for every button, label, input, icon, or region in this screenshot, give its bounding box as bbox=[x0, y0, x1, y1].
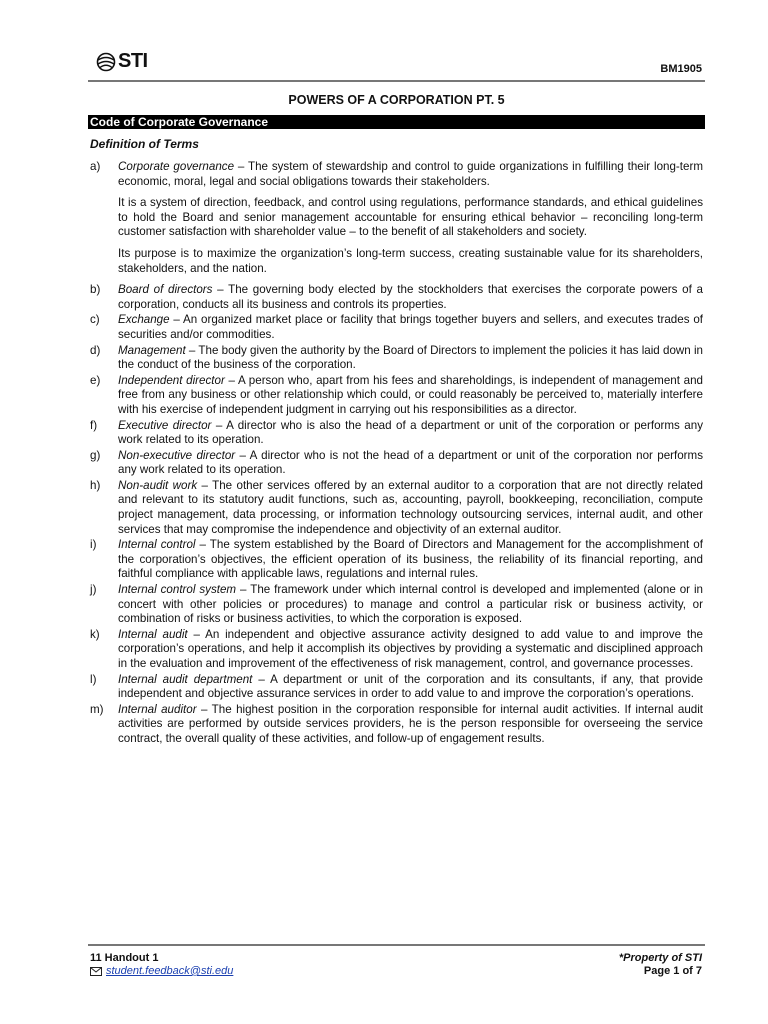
definition: – The other services offered by an external auditor to a corporation that are not directly related and relevant to its statutory audit functions, such as, accounting, payroll, bookkeeping, reconciliation, compute project management, data processing, or information technology outsourcing services, internal audit, and other services that may compromise the independence and objectivity of an external auditor. bbox=[118, 478, 703, 536]
definition: – The body given the authority by the Board of Directors to implement the policies it has laid down in the conduct of the business of the corporation. bbox=[118, 343, 703, 372]
footer-right bbox=[619, 952, 702, 978]
handout-label: 11 Handout 1 bbox=[90, 952, 159, 964]
definition: – The system of stewardship and control to guide organizations in fulfilling their long-term economic, moral, legal and social obligations towards their stakeholders. bbox=[118, 160, 703, 188]
definition: – The framework under which internal control is developed and implemented (alone or in concert with other policies or procedures) to manage and control a particular risk or business activity, or combination of risks or business activities, to which the corporation is exposed. bbox=[118, 583, 703, 626]
definition: – A director who is not the head of a department or unit of the corporation nor performs any work related to its operation. bbox=[118, 448, 703, 477]
sti-globe-icon bbox=[96, 52, 116, 72]
paragraph: It is a system of direction, feedback, and control using regulations, performance standards, and ethical guidelines to hold the Board and senior management accountable for ensuring ethical behavior – reconciling long-term customer satisfaction with shareholder value – to the benefit of all stakeholders and society. bbox=[118, 196, 703, 239]
list-item bbox=[90, 449, 703, 478]
document-code: BM1905 bbox=[660, 63, 702, 75]
definition: – An independent and objective assurance activity designed to add value to and improve the corporation’s operations, and help it accomplish its objectives by providing a systematic and disciplined approach in the evaluation and improvement of the effectiveness of risk management, control, and governance processes. bbox=[118, 627, 703, 670]
term: Management bbox=[118, 343, 186, 357]
item-letter: c) bbox=[90, 313, 100, 327]
item-body bbox=[118, 703, 703, 747]
term: Internal control system bbox=[118, 583, 237, 597]
item-letter: m) bbox=[90, 702, 104, 716]
item-letter: a) bbox=[90, 160, 101, 173]
item-body bbox=[118, 313, 703, 342]
footer-divider bbox=[88, 944, 705, 946]
item-letter: k) bbox=[90, 627, 100, 641]
item-body bbox=[118, 374, 703, 418]
item-letter: i) bbox=[90, 538, 97, 552]
term: Internal audit bbox=[118, 627, 188, 641]
list-item bbox=[90, 160, 703, 276]
item-body bbox=[118, 673, 703, 702]
item-body bbox=[118, 283, 703, 312]
term: Internal auditor bbox=[118, 702, 197, 716]
list-item bbox=[90, 344, 703, 373]
term: Non-executive director bbox=[118, 448, 236, 462]
list-item bbox=[90, 583, 703, 627]
email-row bbox=[90, 965, 233, 977]
list-item bbox=[90, 479, 703, 537]
term: Executive director bbox=[118, 418, 212, 432]
term: Board of directors bbox=[118, 283, 213, 297]
item-letter: h) bbox=[90, 478, 101, 492]
email-link[interactable]: student.feedback@sti.edu bbox=[106, 965, 234, 977]
item-letter: l) bbox=[90, 672, 97, 686]
item-body bbox=[118, 449, 703, 478]
item-body bbox=[118, 628, 703, 672]
header-divider bbox=[88, 80, 705, 82]
item-body bbox=[118, 479, 703, 537]
definition: – A department or unit of the corporation and its consultants, if any, that provide independent and objective assurance services in order to add value to and improve the corporation’s operations. bbox=[118, 672, 703, 701]
term: Independent director bbox=[118, 373, 225, 387]
item-body bbox=[118, 419, 703, 448]
subheading: Definition of Terms bbox=[90, 137, 199, 151]
list-item bbox=[90, 419, 703, 448]
sti-logo bbox=[96, 50, 148, 73]
page-title: POWERS OF A CORPORATION PT. 5 bbox=[288, 93, 505, 107]
item-letter: g) bbox=[90, 448, 101, 462]
list-item bbox=[90, 538, 703, 582]
item-letter: f) bbox=[90, 418, 98, 432]
term: Internal control bbox=[118, 538, 196, 552]
item-letter: d) bbox=[90, 343, 101, 357]
definition: – An organized market place or facility that brings together buyers and sellers, and executes trades of securities and/or commodities. bbox=[118, 313, 703, 341]
list-item bbox=[90, 673, 703, 702]
item-body bbox=[118, 583, 703, 627]
definition: – A person who, apart from his fees and shareholdings, is independent of management and free from any business or other relationship which could, or could reasonably be perceived to, materially interfere with his exercise of independent judgment in carrying out his responsibilities as a director. bbox=[118, 373, 703, 416]
term: Internal audit department bbox=[118, 672, 253, 686]
term: Non-audit work bbox=[118, 478, 198, 492]
definition-list bbox=[90, 160, 703, 748]
list-item bbox=[90, 283, 703, 312]
list-item bbox=[90, 374, 703, 418]
list-item bbox=[90, 313, 703, 342]
item-body bbox=[118, 344, 703, 373]
item-letter: j) bbox=[90, 583, 97, 597]
definition: – The system established by the Board of Directors and Management for the accomplishment of the corporation’s objectives, the efficient operation of its business, the reliability of its financial reporting, and faithful compliance with applicable laws, regulations and internal rules. bbox=[118, 538, 703, 581]
term: Corporate governance bbox=[118, 160, 235, 173]
mail-icon bbox=[90, 967, 102, 976]
item-body bbox=[118, 538, 703, 582]
property-notice: *Property of STI bbox=[618, 952, 702, 964]
list-item bbox=[90, 628, 703, 672]
logo-text: STI bbox=[118, 50, 148, 72]
term: Exchange bbox=[118, 313, 170, 327]
definition: – A director who is also the head of a department or unit of the corporation or performs any work related to its operation. bbox=[118, 418, 703, 447]
item-letter: b) bbox=[90, 283, 101, 297]
paragraph: Its purpose is to maximize the organization’s long-term success, creating sustainable value for its shareholders, stakeholders, and the nation. bbox=[118, 246, 703, 275]
item-letter: e) bbox=[90, 373, 101, 387]
definition: – The governing body elected by the stockholders that exercises the corporate powers of a corporation, conducts all its business and controls its properties. bbox=[118, 283, 703, 311]
item-body bbox=[118, 160, 703, 276]
list-item bbox=[90, 703, 703, 747]
definition: – The highest position in the corporation responsible for internal audit activities. If internal audit activities are performed by outside services providers, he is the person responsible for overseeing the service contract, the overall quality of these activities, and follow-up of engagement results. bbox=[118, 702, 704, 745]
page-number: Page 1 of 7 bbox=[643, 965, 702, 977]
section-heading: Code of Corporate Governance bbox=[88, 115, 705, 129]
